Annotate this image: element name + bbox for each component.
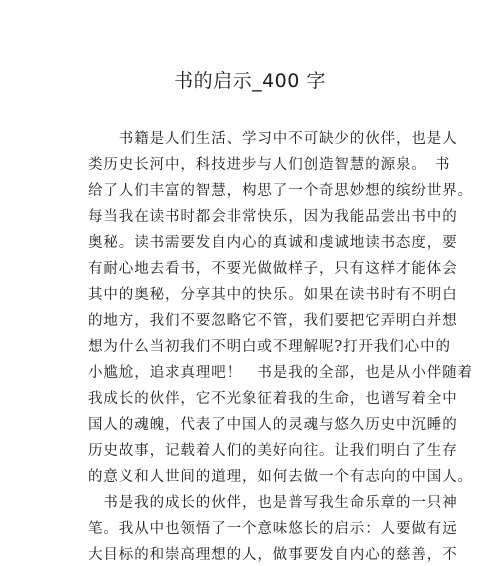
essay-line: 大目标的和崇高理想的人，做事要发自内心的慈善，不 bbox=[88, 547, 458, 563]
essay-line: 其中的奥秘，分享其中的快乐。如果在读书时有不明白 bbox=[88, 287, 458, 303]
essay-line: 的地方，我们不要忽略它不管，我们要把它弄明白并想 bbox=[88, 313, 458, 329]
essay-line: 奥秘。读书需要发自内心的真诚和虔诚地读书态度，要 bbox=[88, 235, 458, 251]
essay-line: 我成长的伙伴，它不光象征着我的生命，也谱写着全中 bbox=[88, 391, 458, 407]
essay-line: 国人的魂魄，代表了中国人的灵魂与悠久历史中沉睡的 bbox=[88, 417, 458, 433]
document-title: 书的启示_400 字 bbox=[174, 70, 326, 92]
essay-line: 的意义和人世间的道理，如何去做一个有志向的中国人。 bbox=[88, 469, 473, 485]
essay-line: 小尴尬，追求真理吧！ 书是我的全部，也是从小伴随着 bbox=[88, 365, 473, 381]
essay-line: 书籍是人们生活、学习中不可缺少的伙伴，也是人 bbox=[88, 131, 458, 147]
essay-line: 笔。我从中也领悟了一个意味悠长的启示：人要做有远 bbox=[88, 521, 458, 537]
essay-line: 历史故事，记载着人们的美好向往。让我们明白了生存 bbox=[88, 443, 458, 459]
essay-line: 每当我在读书时都会非常快乐，因为我能品尝出书中的 bbox=[88, 209, 458, 225]
essay-line: 给了人们丰富的智慧，构思了一个奇思妙想的缤纷世界。 bbox=[88, 183, 473, 199]
essay-line: 书是我的成长的伙伴，也是普写我生命乐章的一只神 bbox=[88, 495, 458, 511]
essay-line: 想为什么当初我们不明白或不理解呢?打开我们心中的 bbox=[88, 339, 451, 355]
essay-line: 类历史长河中，科技进步与人们创造智慧的源泉。 书 bbox=[88, 157, 451, 173]
essay-body bbox=[88, 126, 473, 566]
essay-line: 有耐心地去看书，不要光做做样子，只有这样才能体会 bbox=[88, 261, 458, 277]
